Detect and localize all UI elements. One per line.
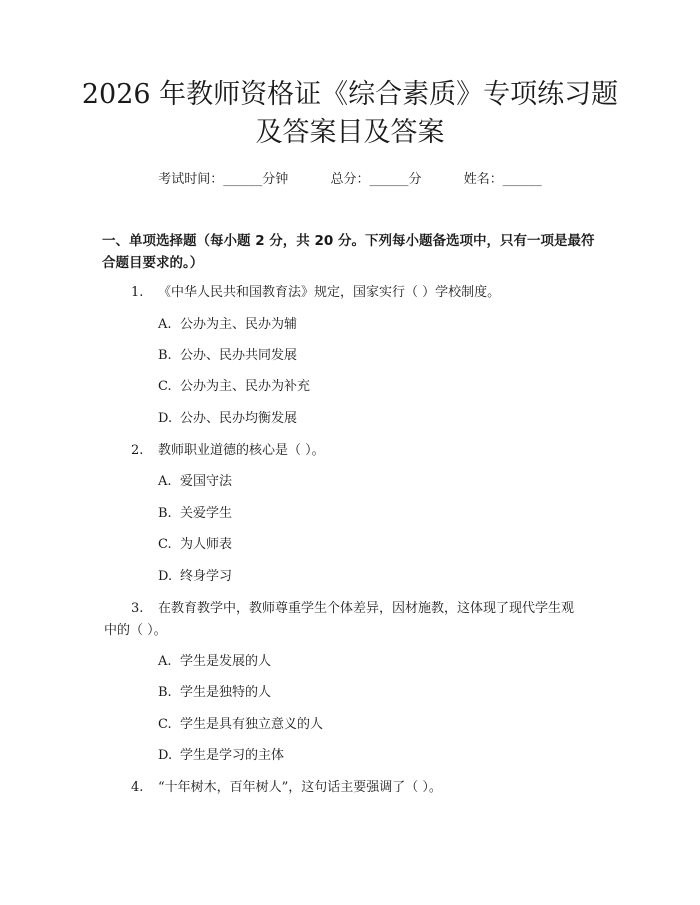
question-text: 教师职业道德的核心是（ ）。: [158, 443, 325, 458]
option-2d: D. 终身学习: [158, 569, 233, 584]
option-3c: C. 学生是具有独立意义的人: [158, 717, 324, 732]
question-text: 《中华人民共和国教育法》规定，国家实行（ ）学校制度。: [158, 285, 501, 300]
question-text: “十年树木，百年树人”，这句话主要强调了（ ）。: [158, 780, 442, 795]
title-line-2: 及答案目及答案: [255, 117, 445, 148]
option-1d: D. 公办、民办均衡发展: [158, 411, 298, 426]
question-number: 2.: [131, 443, 144, 458]
exam-meta: [0, 168, 700, 187]
question-text: 在教育教学中，教师尊重学生个体差异，因材施教，这体现了现代学生观: [158, 601, 575, 616]
option-3b: B. 学生是独特的人: [158, 685, 272, 700]
document-title: [60, 76, 640, 152]
question-4: [131, 777, 442, 799]
question-number: 3.: [131, 601, 144, 616]
option-3d: D. 学生是学习的主体: [158, 748, 285, 763]
option-2a: A. 爱国守法: [158, 474, 233, 489]
option-1c: C. 公办为主、民办为补充: [158, 379, 311, 394]
option-2b: B. 关爱学生: [158, 506, 233, 521]
exam-time: 考试时间：______分钟: [158, 172, 289, 187]
option-3a: A. 学生是发展的人: [158, 654, 272, 669]
question-1: [131, 282, 500, 304]
exam-name: 姓名：______: [463, 172, 542, 187]
option-2c: C. 为人师表: [158, 537, 233, 552]
option-1a: A. 公办为主、民办为辅: [158, 317, 298, 332]
question-3-line-1: [131, 598, 574, 620]
question-number: 1.: [131, 285, 144, 300]
exam-score: 总分：______分: [330, 172, 422, 187]
question-3-line-2: 中的（ ）。: [104, 623, 167, 638]
section-heading: 一、单项选择题（每小题 2 分，共 20 分。下列每小题备选项中，只有一项是最符合题目要求的。）: [102, 233, 595, 271]
question-2: [131, 440, 325, 462]
title-line-1: 2026 年教师资格证《综合素质》专项练习题: [81, 79, 619, 110]
option-1b: B. 公办、民办共同发展: [158, 348, 298, 363]
question-number: 4.: [131, 780, 144, 795]
